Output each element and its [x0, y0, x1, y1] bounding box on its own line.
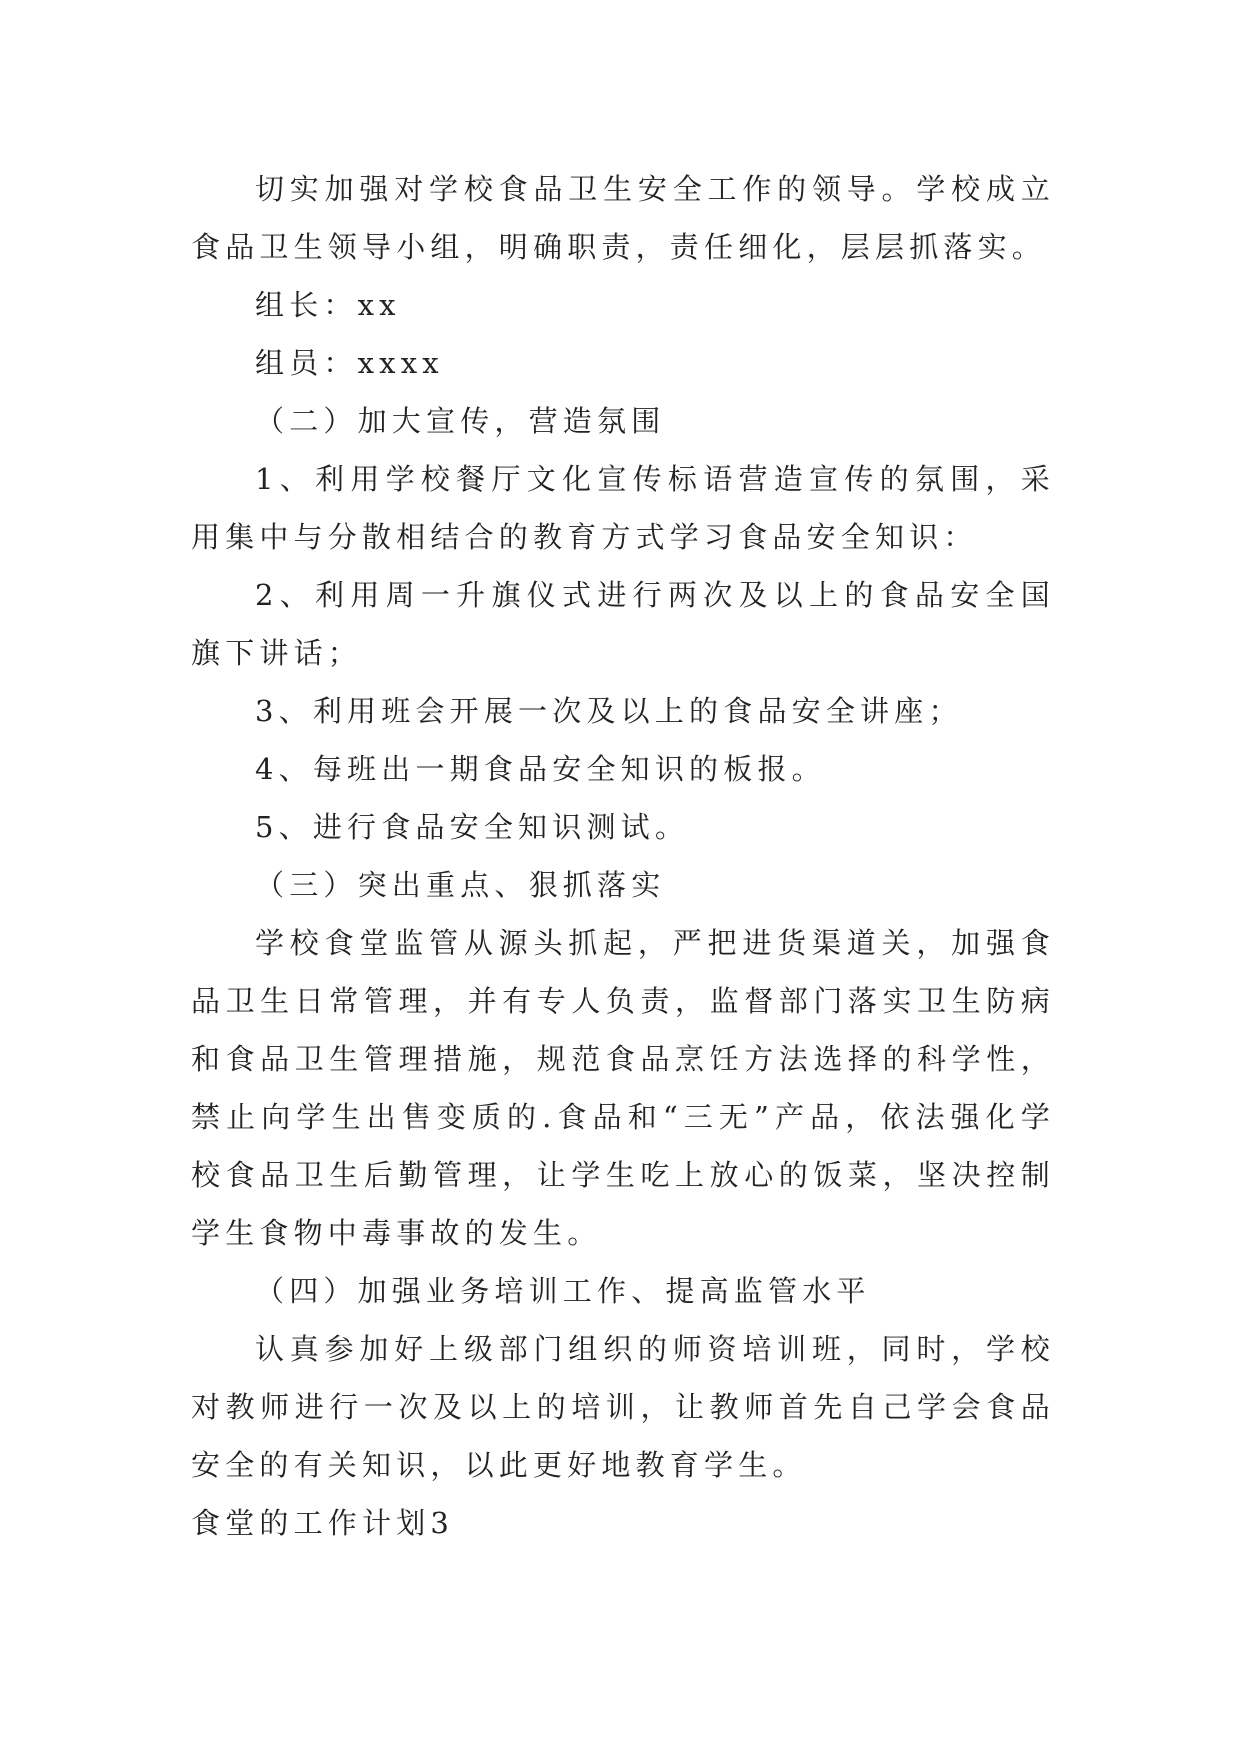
- paragraph-item-2: 2、利用周一升旗仪式进行两次及以上的食品安全国旗下讲话；: [191, 578, 1055, 670]
- paragraph-leadership: 切实加强对学校食品卫生安全工作的领导。学校成立食品卫生领导小组，明确职责，责任细化，层层抓落实。: [191, 172, 1055, 264]
- paragraph-canteen-supervision: 学校食堂监管从源头抓起，严把进货渠道关，加强食品卫生日常管理，并有专人负责，监督部门落实卫生防病和食品卫生管理措施，规范食品烹饪方法选择的科学性，禁止向学生出售变质的.食品和“三无”产品，依法强化学校食品卫生后勤管理，让学生吃上放心的饭菜，坚决控制学生食物中毒事故的发生。: [191, 926, 1055, 1250]
- document-body: [191, 160, 1055, 1552]
- paragraph-group-members: 组员：xxxx: [255, 346, 444, 380]
- section-heading-2: （二）加大宣传，营造氛围: [255, 404, 666, 438]
- section-heading-3: （三）突出重点、狠抓落实: [255, 868, 666, 902]
- section-heading-4: （四）加强业务培训工作、提高监管水平: [255, 1274, 871, 1308]
- paragraph-item-5: 5、进行食品安全知识测试。: [255, 810, 690, 844]
- paragraph-training: 认真参加好上级部门组织的师资培训班，同时，学校对教师进行一次及以上的培训，让教师首先自己学会食品安全的有关知识，以此更好地教育学生。: [191, 1332, 1055, 1482]
- paragraph-item-1: 1、利用学校餐厅文化宣传标语营造宣传的氛围，采用集中与分散相结合的教育方式学习食品安全知识：: [191, 462, 1055, 554]
- paragraph-item-4: 4、每班出一期食品安全知识的板报。: [255, 752, 826, 786]
- document-subtitle: 食堂的工作计划3: [191, 1506, 455, 1540]
- paragraph-item-3: 3、利用班会开展一次及以上的食品安全讲座；: [255, 694, 963, 728]
- paragraph-group-leader: 组长：xx: [255, 288, 401, 322]
